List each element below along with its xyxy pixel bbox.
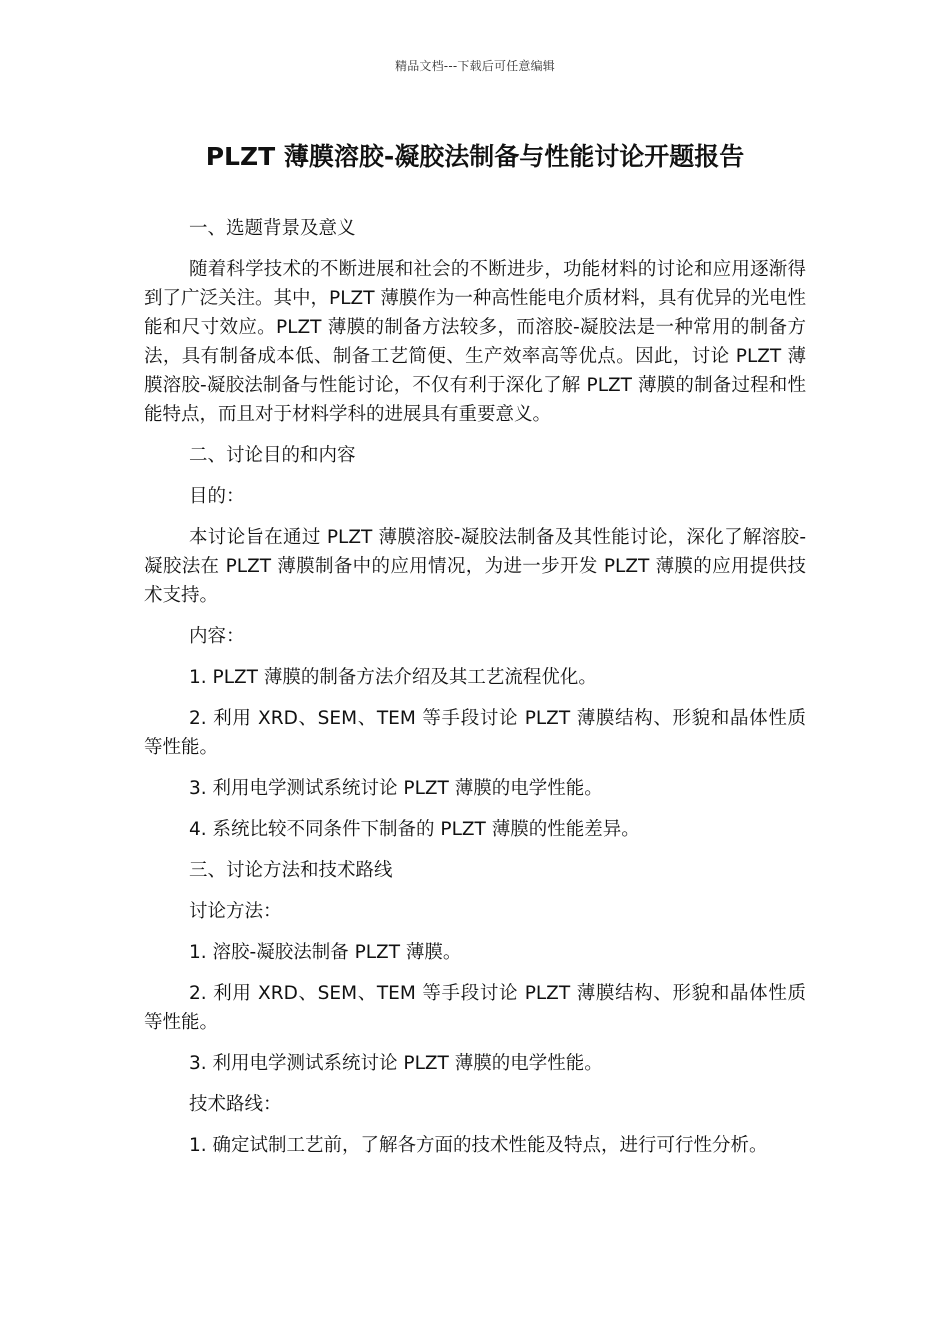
purpose-label: 目的： <box>189 486 245 507</box>
methods-item: 2. 利用 XRD、SEM、TEM 等手段讨论 PLZT 薄膜结构、形貌和晶体性质等性能。 <box>144 983 806 1033</box>
content-item: 4. 系统比较不同条件下制备的 PLZT 薄膜的性能差异。 <box>189 819 640 840</box>
content-label: 内容： <box>189 626 245 647</box>
background-paragraph: 随着科学技术的不断进展和社会的不断进步，功能材料的讨论和应用逐渐得到了广泛关注。其中，PLZT 薄膜作为一种高性能电介质材料，具有优异的光电性能和尺寸效应。PLZT 薄膜的制备方法较多，而溶胶-凝胶法是一种常用的制备方法，具有制备成本低、制备工艺简便、生产效率高等优点。因此，讨论 PLZT 薄膜溶胶-凝胶法制备与性能讨论，不仅有利于深化了解 PLZT 薄膜的制备过程和性能特点，而且对于材料学科的进展具有重要意义。 <box>144 259 806 425</box>
content-item: 1. PLZT 薄膜的制备方法介绍及其工艺流程优化。 <box>189 667 597 688</box>
route-label: 技术路线： <box>189 1094 282 1115</box>
section-heading-purpose-content: 二、讨论目的和内容 <box>189 445 356 466</box>
content-item: 3. 利用电学测试系统讨论 PLZT 薄膜的电学性能。 <box>189 778 603 799</box>
methods-label: 讨论方法： <box>189 901 282 922</box>
methods-item: 1. 溶胶-凝胶法制备 PLZT 薄膜。 <box>189 942 462 963</box>
purpose-paragraph: 本讨论旨在通过 PLZT 薄膜溶胶-凝胶法制备及其性能讨论，深化了解溶胶-凝胶法在 PLZT 薄膜制备中的应用情况，为进一步开发 PLZT 薄膜的应用提供技术支持。 <box>144 527 806 606</box>
header-note: 精品文档---下载后可任意编辑 <box>395 59 555 73</box>
content-item: 2. 利用 XRD、SEM、TEM 等手段讨论 PLZT 薄膜结构、形貌和晶体性质等性能。 <box>144 708 806 758</box>
document-title: PLZT 薄膜溶胶-凝胶法制备与性能讨论开题报告 <box>205 142 745 171</box>
document-body <box>144 214 806 1172</box>
section-heading-background: 一、选题背景及意义 <box>189 218 356 239</box>
route-item: 1. 确定试制工艺前，了解各方面的技术性能及特点，进行可行性分析。 <box>189 1135 768 1156</box>
methods-item: 3. 利用电学测试系统讨论 PLZT 薄膜的电学性能。 <box>189 1053 603 1074</box>
section-heading-methods: 三、讨论方法和技术路线 <box>189 860 393 881</box>
